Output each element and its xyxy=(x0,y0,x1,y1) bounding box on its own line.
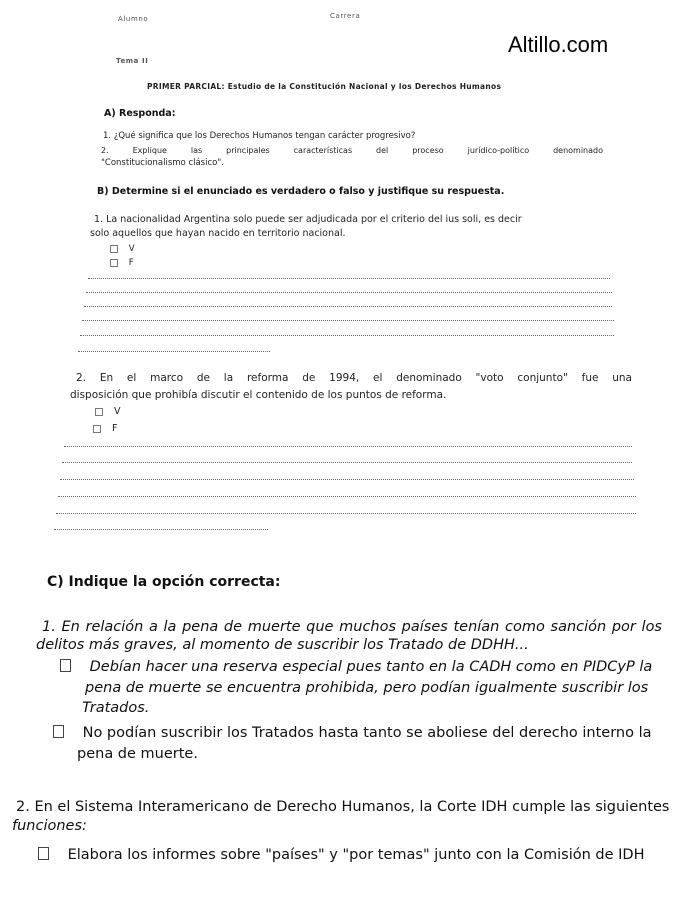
section-a-question-2-line2: "Constitucionalismo clásico". xyxy=(101,158,224,168)
alumno-label: Alumno xyxy=(118,15,149,23)
answer-line[interactable] xyxy=(54,529,268,530)
answer-line[interactable] xyxy=(82,320,614,321)
answer-line[interactable] xyxy=(84,306,612,307)
b1-option-v[interactable] xyxy=(110,244,135,254)
checkbox-icon xyxy=(110,259,118,267)
section-c-heading: C) Indique la opción correcta: xyxy=(47,574,281,590)
answer-line[interactable] xyxy=(88,278,610,279)
answer-line[interactable] xyxy=(58,496,636,497)
b2-option-f-label: F xyxy=(112,423,118,434)
b1-option-v-label: V xyxy=(128,244,135,254)
answer-line[interactable] xyxy=(60,479,634,480)
section-a-heading: A) Responda: xyxy=(104,108,176,119)
answer-line[interactable] xyxy=(64,446,632,447)
b2-option-v-label: V xyxy=(114,406,121,417)
b1-option-f[interactable] xyxy=(110,258,134,268)
checkbox-icon xyxy=(95,408,103,416)
c1-option-2-line2: pena de muerte. xyxy=(77,746,198,762)
c1-option-1-line2: pena de muerte se encuentra prohibida, pero podían igualmente suscribir los xyxy=(85,680,649,696)
checkbox-icon xyxy=(93,425,101,433)
answer-line[interactable] xyxy=(86,292,612,293)
section-b-heading: B) Determine si el enunciado es verdadero o falso y justifique su respuesta. xyxy=(97,186,505,197)
c1-option-2-line1: No podían suscribir los Tratados hasta tanto se aboliese del derecho interno la xyxy=(82,725,652,741)
c1-option-1-line3: Tratados. xyxy=(82,700,150,716)
section-a-question-2-line1: 2. Explique las principales características del proceso jurídico-político denominado xyxy=(101,146,603,155)
exam-title: PRIMER PARCIAL: Estudio de la Constitución Nacional y los Derechos Humanos xyxy=(147,82,502,91)
section-c-question-1-line1: 1. En relación a la pena de muerte que muchos países tenían como sanción por los xyxy=(42,619,662,635)
section-a-question-1: 1. ¿Qué significa que los Derechos Humanos tengan carácter progresivo? xyxy=(103,131,416,141)
answer-line[interactable] xyxy=(80,335,614,336)
c1-option-2[interactable] xyxy=(53,725,652,741)
checkbox-icon xyxy=(38,847,49,860)
checkbox-icon xyxy=(110,245,118,253)
checkbox-icon xyxy=(53,725,64,738)
checkbox-icon xyxy=(60,659,71,672)
c1-option-1-line1: Debían hacer una reserva especial pues tanto en la CADH como en PIDCyP la xyxy=(89,659,653,675)
b1-option-f-label: F xyxy=(128,258,134,268)
section-b-question-1-line2: solo aquellos que hayan nacido en territorio nacional. xyxy=(90,228,346,239)
c2-option-1[interactable] xyxy=(38,847,644,863)
watermark: Altillo.com xyxy=(508,32,609,57)
carrera-label: Carrera xyxy=(330,12,361,20)
answer-line[interactable] xyxy=(62,462,632,463)
answer-line[interactable] xyxy=(78,351,270,352)
section-c-question-2-line2: funciones: xyxy=(12,818,87,834)
section-b-question-2-line2: disposición que prohibía discutir el contenido de los puntos de reforma. xyxy=(70,389,447,401)
section-b-question-1-line1: 1. La nacionalidad Argentina solo puede ser adjudicada por el criterio del ius soli, es decir xyxy=(94,214,522,225)
answer-line[interactable] xyxy=(56,513,636,514)
section-c-question-2-line1: 2. En el Sistema Interamericano de Derecho Humanos, la Corte IDH cumple las siguientes xyxy=(16,799,670,815)
b2-option-v[interactable] xyxy=(95,406,121,417)
b2-option-f[interactable] xyxy=(93,423,118,434)
c1-option-1[interactable] xyxy=(60,659,652,675)
section-c-question-1-line2: delitos más graves, al momento de suscribir los Tratado de DDHH... xyxy=(36,637,529,653)
c2-option-1-label: Elabora los informes sobre "países" y "por temas" junto con la Comisión de IDH xyxy=(67,847,645,863)
tema-label: Tema II xyxy=(116,57,149,65)
section-b-question-2-line1: 2. En el marco de la reforma de 1994, el denominado "voto conjunto" fue una xyxy=(76,372,632,384)
